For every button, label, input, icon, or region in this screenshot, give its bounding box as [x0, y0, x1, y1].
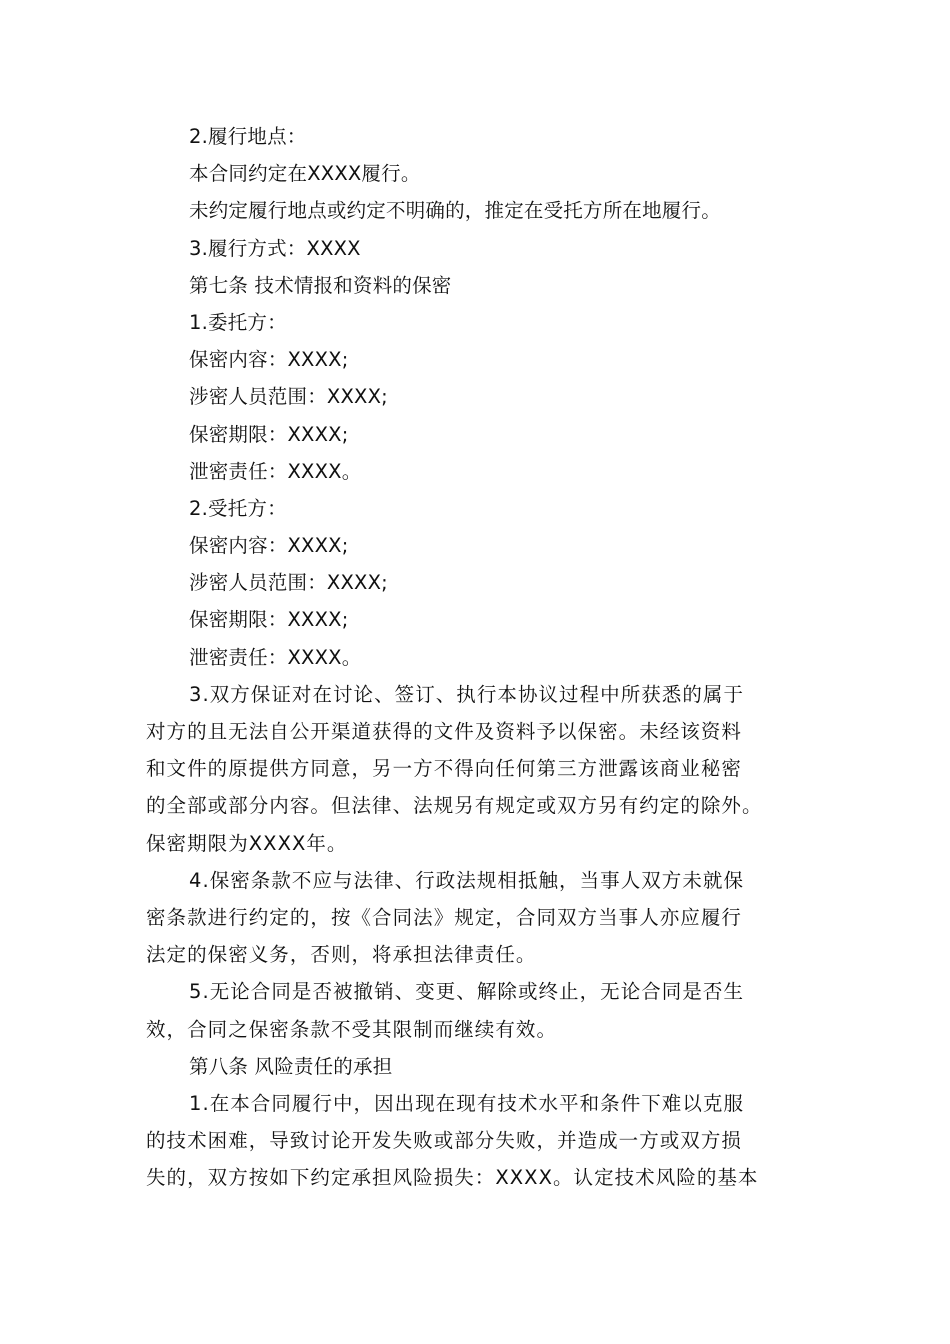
- text-line: 涉密人员范围：XXXX;: [189, 385, 388, 409]
- paragraph-line: 的全部或部分内容。但法律、法规另有规定或双方另有约定的除外。: [146, 794, 763, 818]
- text-line: 涉密人员范围：XXXX;: [189, 571, 388, 595]
- paragraph-line: 的技术困难，导致讨论开发失败或部分失败，并造成一方或双方损: [146, 1129, 742, 1153]
- text-line: 未约定履行地点或约定不明确的，推定在受托方所在地履行。: [189, 199, 721, 223]
- text-line: 保密期限：XXXX;: [189, 608, 349, 632]
- paragraph-line: 保密期限为XXXX年。: [146, 831, 348, 855]
- text-line: 3.履行方式：XXXX: [189, 236, 361, 260]
- document-body: [146, 118, 822, 1196]
- text-line: 本合同约定在XXXX履行。: [189, 162, 421, 186]
- text-line: 1.委托方：: [189, 310, 287, 334]
- paragraph-line: 1.在本合同履行中，因出现在现有技术水平和条件下难以克服: [189, 1091, 745, 1115]
- text-line: 泄密责任：XXXX。: [189, 459, 362, 483]
- paragraph-line: 对方的且无法自公开渠道获得的文件及资料予以保密。未经该资料: [146, 720, 742, 743]
- text-line: 保密内容：XXXX;: [189, 534, 349, 558]
- paragraph-line: 和文件的原提供方同意，另一方不得向任何第三方泄露该商业秘密: [146, 757, 742, 781]
- paragraph-line: 4.保密条款不应与法律、行政法规相抵触，当事人双方未就保: [189, 868, 745, 892]
- text-line: 保密期限：XXXX;: [189, 422, 349, 446]
- text-line: 2.受托方：: [189, 496, 287, 520]
- paragraph-line: 3.双方保证对在讨论、签订、执行本协议过程中所获悉的属于: [189, 682, 745, 706]
- article-heading: 第八条 风险责任的承担: [189, 1054, 393, 1078]
- article-heading: 第七条 技术情报和资料的保密: [189, 273, 452, 297]
- text-line: 泄密责任：XXXX。: [189, 645, 362, 669]
- text-line: 保密内容：XXXX;: [189, 348, 349, 372]
- text-line: 2.履行地点：: [189, 125, 307, 148]
- paragraph-line: 效，合同之保密条款不受其限制而继续有效。: [146, 1017, 558, 1041]
- paragraph-line: 失的，双方按如下约定承担风险损失：XXXX。认定技术风险的基本: [146, 1166, 759, 1190]
- paragraph-5: [146, 973, 822, 1047]
- paragraph-line: 法定的保密义务，否则，将承担法律责任。: [146, 943, 537, 967]
- paragraph-4: [146, 862, 822, 974]
- paragraph-line: 5.无论合同是否被撤销、变更、解除或终止，无论合同是否生: [189, 980, 745, 1004]
- paragraph-3: [146, 676, 822, 862]
- paragraph-8-1: [146, 1085, 822, 1197]
- paragraph-line: 密条款进行约定的，按《合同法》规定，合同双方当事人亦应履行: [146, 905, 742, 929]
